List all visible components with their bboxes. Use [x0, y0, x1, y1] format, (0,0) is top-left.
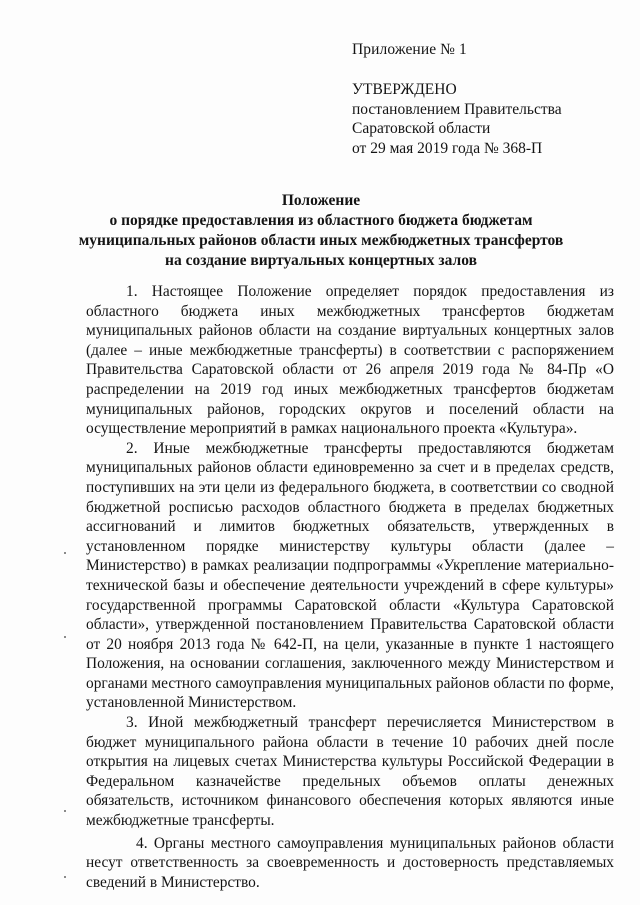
paragraph-1: 1. Настоящее Положение определяет порядок предоставления из областного бюджета иных межбюджетных трансфертов бюджетам муниципальных районов области на создание виртуальных концертных залов (далее – иные межбюджетные трансферты) в соответствии с распоряжением Правительства Саратовской области от 26 апреля 2019 года № 84-Пр «О распределении на 2019 год иных межбюджетных трансфертов бюджетам муниципальных районов, городских округов и поселений области на осуществление мероприятий в рамках национального проекта «Культура». [86, 283, 614, 438]
title-line-3: муниципальных районов области иных межбюджетных трансфертов [78, 232, 564, 249]
scan-speck [64, 810, 66, 812]
paragraph-4: 4. Органы местного самоуправления муниципальных районов области несут ответственность за своевременность и достоверность представляемых сведений в Министерство. [86, 834, 614, 891]
title-line-2: о порядке предоставления из областного бюджета бюджетам [109, 212, 533, 229]
scan-speck [64, 636, 66, 638]
title-line-1: Положение [281, 192, 361, 209]
title-line-4: на создание виртуальных концертных залов [165, 252, 477, 269]
appendix-label: Приложение № 1 [352, 41, 467, 58]
scan-speck [64, 552, 66, 554]
scan-speck [64, 876, 66, 878]
approved-line-3: от 29 мая 2019 года № 368-П [352, 139, 543, 157]
approved-line-2: Саратовской области [352, 120, 491, 137]
approved-heading: УТВЕРЖДЕНО [352, 81, 457, 98]
document-title [60, 191, 582, 271]
approval-stamp [352, 80, 612, 158]
document-body [86, 282, 614, 892]
paragraph-2: 2. Иные межбюджетные трансферты предоставляются бюджетам муниципальных районов области единовременно за счет и в пределах средств, поступивших на эти цели из федерального бюджета, в соответствии со сводной бюджетной росписью расходов областного бюджета в пределах бюджетных ассигнований и лимитов бюджетных обязательств, утвержденных в установленном порядке министерству культуры области (далее – Министерство) в рамках реализации подпрограммы «Укрепление материально-технической базы и обеспечение деятельности учреждений в сфере культуры» государственной программы Саратовской области «Культура Саратовской области», утвержденной постановлением Правительства Саратовской области от 20 ноября 2013 года № 642-П, на цели, указанные в пункте 1 настоящего Положения, на основании соглашения, заключенного между Министерством и органами местного самоуправления муниципальных районов области по форме, установленной Министерством. [86, 439, 615, 712]
paragraph-3: 3. Иной межбюджетный трансферт перечисляется Министерством в бюджет муниципального района области в течение 10 рабочих дней после открытия на лицевых счетах Министерства культуры Российской Федерации в Федеральном казначействе предельных объемов оплаты денежных обязательств, источником финансового обеспечения которых являются иные межбюджетные трансферты. [86, 714, 614, 830]
approved-line-1: постановлением Правительства [352, 100, 562, 118]
